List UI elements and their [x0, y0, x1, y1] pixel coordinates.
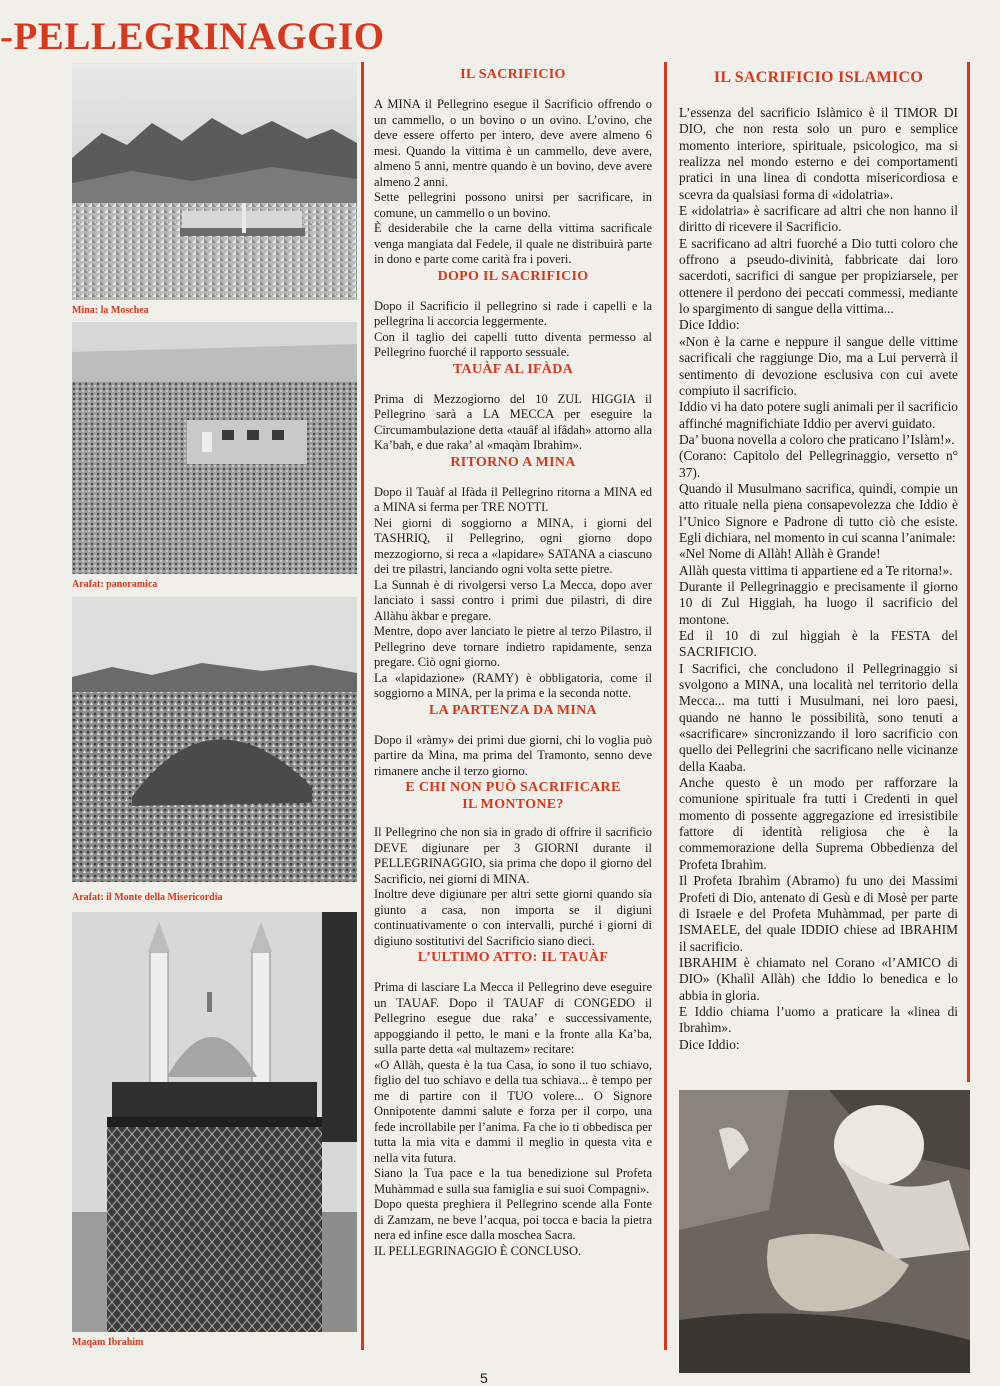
paragraph: «Non è la carne e neppure il sangue delle vittime sacrificali che raggiunge Dio, ma a Lui perverrà il sentimento di devozione esclusiva con cui avete compiuto il sacrificio.: [679, 333, 958, 398]
paragraph: Sette pellegrini possono unirsi per sacrificare, in comune, un cammello o un bovino.: [374, 190, 652, 220]
column-right: [679, 68, 958, 1053]
paragraph: Da’ buona novella a coloro che praticano l’Islàm!».: [679, 431, 955, 447]
caption-arafat-panoramic: Arafat: panoramica: [72, 579, 158, 590]
paragraph: Mentre, dopo aver lanciato le pietre al terzo Pilastro, il Pellegrino deve tornare indietro rapidamente, senza pregare. Ciò ogni giorno.: [374, 624, 652, 669]
paragraph: Dopo questa preghiera il Pellegrino scende alla Fonte di Zamzam, ne beve l’acqua, poi tocca e bacia la pietra nera ed infine esce dalla moschea Sacra.: [374, 1197, 652, 1242]
heading-dopo-il-sacrificio: DOPO IL SACRIFICIO: [437, 268, 589, 284]
column-center: [374, 66, 652, 1259]
photo-mina-mosque: [72, 63, 357, 300]
paragraph: Prima di Mezzogiorno del 10 ZUL HIGGIA il Pellegrino sarà a LA MECCA per eseguire la Circumambulazione detta «tauâf al ifâdah» attorno alla Ka’bah, e due raka’ al «maqàm Ibrahìm».: [374, 391, 652, 452]
paragraph: A MINA il Pellegrino esegue il Sacrificio offrendo o un cammello, o un bovino o un ovino. L’ovino, che deve essere offerto per intero, deve avere almeno 6 mesi. Quando la vittima è un cammello, deve avere, almeno 5 anni, mentre quando è un bovino, deve avere almeno 2 anni.: [374, 97, 652, 189]
paragraph: Dice Iddio:: [679, 1036, 740, 1052]
paragraph: Nei giorni di soggiorno a MINA, i giorni del TASHRIQ, il Pellegrino, ogni giorno dopo mezzogiorno, si reca a «lapidare» SATANA a ciascuno dei tre pilastri, lanciando ogni volta sette pietre.: [374, 515, 652, 576]
paragraph: Durante il Pellegrinaggio e precisamente il giorno 10 di Zul Higgiah, ha luogo il sacrificio del montone.: [679, 578, 958, 627]
paragraph: «O Allàh, questa è la tua Casa, io sono il tuo schiavo, figlio del tuo schiavo e della tua schiava... è tempo per me di partire con il TUO volere... O Signore Onnipotente dammi salute e forza per il corpo, una fede incrollabile per l’anima. Fa che io ti obbedisca per tutta la mia vita e dammi il meglio in questa vita e nella vita futura.: [374, 1057, 652, 1165]
heading-tauaf-al-ifada: TAUÀF AL IFÀDA: [452, 361, 574, 377]
paragraph: Iddio vi ha dato potere sugli animali per il sacrificio affinché magnifichiate Iddio per avervi guidato.: [679, 399, 958, 431]
heading-la-partenza: LA PARTENZA DA MINA: [429, 702, 597, 718]
paragraph: La Sunnah è di rivolgersi verso La Mecca, dopo aver lanciato i sassi contro i primi due pilastri, di dire Allàhu àkbar e pregare.: [374, 577, 652, 623]
paragraph: È desiderabile che la carne della vittima sacrificale venga mangiata dal Fedele, il quale ne distribuirà parte in dono e parte come carità fra i poveri.: [374, 221, 652, 266]
paragraph: Dopo il Sacrificio il pellegrino si rade i capelli e la pellegrina li accorcia leggermente.: [374, 298, 652, 328]
paragraph: Siano la Tua pace e la tua benedizione sul Profeta Muhàmmad e sulla sua famiglia e sui suoi Compagni».: [374, 1166, 652, 1196]
column-rule: [664, 62, 667, 1350]
paragraph: E «idolatria» è sacrificare ad altri che non hanno il diritto di ricevere il Sacrificio.: [679, 203, 958, 235]
paragraph: Dopo il «ràmy» dei primi due giorni, chi lo voglia può partire da Mina, ma prima del Tramonto, senno deve rimanere anche il terzo giorno.: [374, 732, 652, 778]
paragraph: Inoltre deve digiunare per altri sette giorni quando sia giunto a casa, non importa se il digiuni continuativamente o con intervalli, purché i giorni di digiuno sostitutivi del Sacrificio siano dieci.: [374, 887, 652, 948]
paragraph: Quando il Musulmano sacrifica, quindi, compie un atto rituale nella piena consapevolezza che Iddio è l’Unico Signore e Padrone di tutto ciò che esiste. Egli dichiara, nel momento in cui scanna l’animale:: [679, 480, 958, 545]
column-rule: [361, 62, 364, 1350]
photo-arafat-mount: [72, 597, 357, 882]
paragraph: Allàh questa vittima ti appartiene ed a Te ritorna!».: [679, 562, 953, 578]
paragraph: Ed il 10 di zul hìggiah è la FESTA del SACRIFICIO.: [679, 628, 958, 660]
photo-maqam-ibrahim: [72, 912, 357, 1332]
heading-ritorno-a-mina: RITORNO A MINA: [450, 454, 576, 470]
column-rule: [967, 62, 970, 1082]
paragraph: I Sacrifici, che concludono il Pellegrinaggio si svolgono a MINA, una località nel territorio della Mecca... ma tutti i Musulmani, nei loro paesi, quando ne hanno le possibilità, sono tenuti a «sacrificare» sincronizzando il loro sacrificio con quello dei Pellegrini che sacrificano nelle vicinanze della Kaaba.: [679, 660, 958, 774]
paragraph: Il Profeta Ibrahìm (Abramo) fu uno dei Massimi Profeti di Dio, antenato di Gesù e di Mosè per parte di Israele e del Profeta Muhàmmad, per parte di ISMAELE, del quale IDDIO chiese ad IBRAHIM il sacrificio.: [679, 873, 958, 954]
photo-arafat-panoramic: [72, 322, 357, 574]
paragraph: La «lapidazione» (RAMY) è obbligatoria, come il soggiorno a MINA, per la prima e la seconda notte.: [374, 670, 652, 700]
paragraph: IBRAHIM è chiamato nel Corano «l’AMICO di DIO» (Khalìl Allàh) che Iddio lo benedica e lo abbia in gloria.: [679, 954, 958, 1003]
heading-il-sacrificio: IL SACRIFICIO: [460, 67, 566, 82]
page-number: 5: [480, 1370, 488, 1386]
heading-il-montone: IL MONTONE?: [462, 797, 564, 812]
paragraph: Con il taglio dei capelli tutto diventa permesso al Pellegrino fuorché il rapporto sessuale.: [374, 329, 652, 359]
paragraph: Anche questo è un modo per rafforzare la comunione spirituale fra tutti i Credenti in quel momento di possente aggregazione ed irresistibile fattore di identità religiosa che è la commemorazione della Suprema Obbedienza del Profeta Ibrahìm.: [679, 775, 958, 872]
caption-arafat-mount: Arafat: il Monte della Misericordia: [72, 892, 223, 903]
paragraph: Il Pellegrino che non sia in grado di offrire il sacrificio DEVE digiunare per 3 GIORNI durante il PELLEGRINAGGIO, sia prima che dopo il giorno del Sacrificio, nei giorni di MINA.: [374, 825, 652, 886]
heading-sacrificio-islamico: IL SACRIFICIO ISLAMICO: [713, 69, 924, 86]
caption-mina: Mina: la Moschea: [72, 305, 149, 316]
paragraph: Dopo il Tauàf al Ifàda il Pellegrino ritorna a MINA ed a MINA si ferma per TRE NOTTI.: [374, 484, 652, 514]
paragraph: Dice Iddio:: [679, 317, 740, 333]
paragraph: E Iddio chiama l’uomo a praticare la «linea di Ibrahìm».: [679, 1003, 958, 1036]
heading-ultimo-atto: L’ULTIMO ATTO: IL TAUÀF: [417, 950, 609, 965]
paragraph: L’essenza del sacrificio Islàmico è il TIMOR DI DIO, che non resta solo un puro e semplice momento interiore, spirituale, psicologico, ma si realizza nel mondo esterno e dei comportamenti pratici in una linea di condotta misericordiosa e scevra da qualsiasi forma di «idolatria».: [679, 105, 958, 202]
paragraph-conclusion: IL PELLEGRINAGGIO È CONCLUSO.: [374, 1243, 582, 1258]
heading-chi-non-puo: E CHI NON PUÒ SACRIFICARE: [405, 780, 621, 795]
caption-maqam: Maqam Ibrahim: [72, 1337, 144, 1348]
photo-sacrifice: [679, 1090, 970, 1373]
paragraph: E sacrificano ad altri fuorché a Dio tutti coloro che offrono a pseudo-divinità, fabbricate dai loro sacerdoti, sacrifici di sangue per propiziarsele, per ottenere il perdono dei peccati commessi, mediante lo spargimento di sangue della vittima...: [679, 235, 958, 317]
paragraph: «Nel Nome di Allàh! Allàh è Grande!: [679, 546, 881, 562]
paragraph: (Corano: Capitolo del Pellegrinaggio, versetto n° 37).: [679, 448, 958, 480]
paragraph: Prima di lasciare La Mecca il Pellegrino deve eseguire un TAUAF. Dopo il TAUAF di CONGEDO il Pellegrino esegue due raka’ e successivamente, appoggiando il petto, le mani e la fronte alla Ka’ba, sulla parte detta «al multazem» recitare:: [374, 980, 652, 1056]
masthead-title: -PELLEGRINAGGIO: [0, 15, 385, 58]
